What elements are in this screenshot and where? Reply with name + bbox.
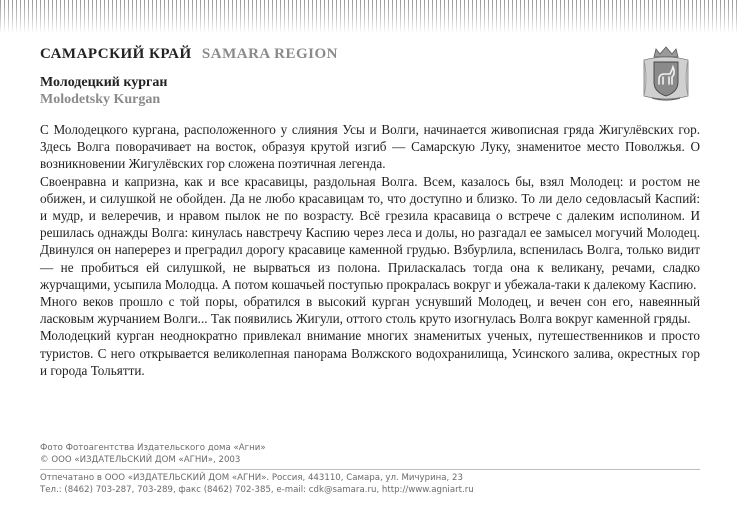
copyright: © ООО «ИЗДАТЕЛЬСКИЙ ДОМ «АГНИ», 2003 — [40, 454, 241, 465]
coat-of-arms-icon — [640, 44, 692, 104]
page-title-ru: Молодецкий курган — [40, 75, 168, 90]
printer-info — [40, 472, 474, 496]
photo-credit: Фото Фотоагентства Издательского дома «Агни» — [40, 443, 266, 453]
printer-address: Отпечатано в ООО «ИЗДАТЕЛЬСКИЙ ДОМ «АГНИ». Россия, 443110, Самара, ул. Мичурина, 23 — [40, 473, 463, 483]
region-name-en: SAMARA REGION — [201, 46, 339, 62]
divider — [40, 469, 700, 470]
region-name-ru: САМАРСКИЙ КРАЙ — [40, 46, 192, 62]
paragraph: С Молодецкого кургана, расположенного у слияния Усы и Волги, начинается живописная гряда Жигулёвских гор. Здесь Волга поворачивает на восток, образуя крутой изгиб — Самарскую Луку, знаменитое место Поволжья. О возникновении Жигулёвских гор сложена поэтичная легенда. — [40, 122, 700, 172]
printer-contacts: Тел.: (8462) 703-287, 703-289, факс (8462) 702-385, e-mail: cdk@samara.ru, http://www.agniart.ru — [40, 485, 474, 495]
region-header — [40, 46, 338, 63]
legend-text — [40, 121, 700, 379]
photo-credits — [40, 443, 266, 466]
paragraph: Своенравна и капризна, как и все красавицы, раздольная Волга. Всем, казалось бы, взял Молодец: и ростом не обижен, и силушкой не обойден. Да не любо красавицам то, что доступно и близко. То ли дело седовласый Каспий: и мудр, и велеречив, и нравом пылок не по возрасту. Всё грезила красавица о встрече с далеким исполином. И решилась однажды Волга: кинулась навстречу Каспию через леса и долы, но разгадал ее замысел могучий Молодец. Двинулся он наперерез и преградил дорогу красавице каменной грудью. Взбурлила, вспенилась Волга, только видит — не пробиться ей силушкой, не вырваться из полона. Приласкалась тогда она к великану, речами, сладко журчащими, усыпила Молодца. А потом кошачьей поступью прокралась вокруг и убежала-таки к далекому Каспию. — [40, 173, 700, 292]
paragraph: Молодецкий курган неоднократно привлекал внимание многих знаменитых ученых, путешественников и просто туристов. С него открывается великолепная панорама Волжского водохранилища, Усинского залива, окрестных гор и города Тольятти. — [40, 328, 700, 378]
decorative-stripes — [0, 0, 740, 34]
paragraph: Много веков прошло с той поры, обратился в высокий курган уснувший Молодец, и вечен сон его, навеянный ласковым журчанием Волги... Так появились Жигули, оттого столь круто изогнулась Волга вокруг каменной гряды. — [40, 294, 700, 327]
page-title-en: Molodetsky Kurgan — [40, 92, 161, 107]
